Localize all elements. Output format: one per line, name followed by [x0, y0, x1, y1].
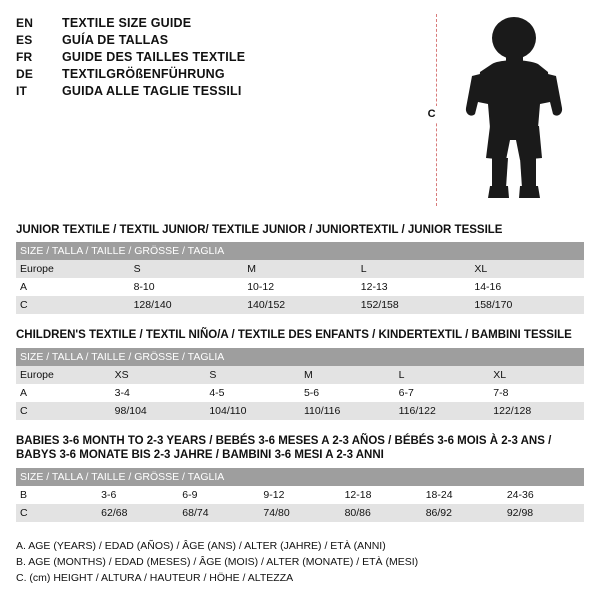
language-title: TEXTILGRÖßENFÜHRUNG: [62, 67, 225, 81]
cell: Europe: [16, 260, 130, 278]
cell: 98/104: [111, 402, 206, 420]
cell: 128/140: [130, 296, 244, 314]
table-row: [16, 366, 584, 384]
cell: 12-18: [341, 486, 422, 504]
cell: 122/128: [489, 402, 584, 420]
language-code: DE: [16, 67, 34, 81]
legend-line: C. (cm) HEIGHT / ALTURA / HAUTEUR / HÖHE / ALTEZZA: [16, 572, 294, 585]
table-row: [16, 402, 584, 420]
table-row: [16, 296, 584, 314]
language-title: GUIDA ALLE TAGLIE TESSILI: [62, 84, 242, 98]
cell: 110/116: [300, 402, 395, 420]
row-label: C: [16, 402, 111, 420]
language-code: IT: [16, 84, 28, 98]
language-row: [16, 67, 408, 81]
language-title: GUÍA DE TALLAS: [62, 33, 169, 47]
language-row: [16, 84, 408, 98]
cell: 10-12: [243, 278, 357, 296]
table-row: [16, 278, 584, 296]
table-row: [16, 384, 584, 402]
section-title: CHILDREN'S TEXTILE / TEXTIL NIÑO/A / TEXTILE DES ENFANTS / KINDERTEXTIL / BAMBINI TESSILE: [16, 329, 572, 342]
cell: XL: [489, 366, 584, 384]
section-junior: [16, 223, 584, 314]
cell: 24-36: [503, 486, 584, 504]
cell: 158/170: [470, 296, 584, 314]
table-header-label: SIZE / TALLA / TAILLE / GRÖSSE / TAGLIA: [16, 242, 584, 260]
cell: Europe: [16, 366, 111, 384]
language-title-list: [16, 14, 408, 101]
height-measure-label: C: [427, 108, 436, 120]
cell: 7-8: [489, 384, 584, 402]
cell: 4-5: [205, 384, 300, 402]
size-table-junior: [16, 242, 584, 314]
cell: 3-4: [111, 384, 206, 402]
cell: 14-16: [470, 278, 584, 296]
cell: 62/68: [97, 504, 178, 522]
language-row: [16, 33, 408, 47]
cell: 116/122: [395, 402, 490, 420]
table-row: [16, 504, 584, 522]
size-table-children: [16, 348, 584, 420]
cell: XS: [111, 366, 206, 384]
table-header-row: [16, 348, 584, 366]
section-babies: [16, 434, 584, 522]
legend-line: B. AGE (MONTHS) / EDAD (MESES) / ÂGE (MOIS) / ALTER (MONATE) / ETÀ (MESI): [16, 555, 419, 568]
cell: 74/80: [259, 504, 340, 522]
cell: S: [130, 260, 244, 278]
language-code: EN: [16, 16, 34, 30]
language-title: TEXTILE SIZE GUIDE: [62, 16, 192, 30]
size-table-babies: [16, 468, 584, 522]
table-header-row: [16, 242, 584, 260]
cell: L: [395, 366, 490, 384]
legend-line: A. AGE (YEARS) / EDAD (AÑOS) / ÂGE (ANS) / ALTER (JAHRE) / ETÀ (ANNI): [16, 539, 386, 552]
cell: 86/92: [422, 504, 503, 522]
cell: 12-13: [357, 278, 471, 296]
language-code: FR: [16, 50, 33, 64]
cell: XL: [470, 260, 584, 278]
cell: S: [205, 366, 300, 384]
cell: 68/74: [178, 504, 259, 522]
cell: 80/86: [341, 504, 422, 522]
cell: L: [357, 260, 471, 278]
cell: 6-9: [178, 486, 259, 504]
header: [16, 14, 584, 209]
row-label: A: [16, 278, 130, 296]
section-title: JUNIOR TEXTILE / TEXTIL JUNIOR/ TEXTILE JUNIOR / JUNIORTEXTIL / JUNIOR TESSILE: [16, 224, 503, 236]
cell: 8-10: [130, 278, 244, 296]
table-row: [16, 260, 584, 278]
table-header-label: SIZE / TALLA / TAILLE / GRÖSSE / TAGLIA: [16, 468, 584, 486]
cell: 6-7: [395, 384, 490, 402]
table-row: [16, 486, 584, 504]
language-title: GUIDE DES TAILLES TEXTILE: [62, 50, 246, 64]
language-row: [16, 16, 408, 30]
cell: 3-6: [97, 486, 178, 504]
section-title: BABIES 3-6 MONTH TO 2-3 YEARS / BEBÉS 3-6 MESES A 2-3 AÑOS / BÉBÉS 3-6 MOIS À 2-3 ANS / BABYS 3-6 MONATE BIS 2-3 JAHRE / BAMBINI 3-6 MESI A 2-3 ANNI: [16, 434, 552, 462]
row-label: C: [16, 296, 130, 314]
cell: M: [300, 366, 395, 384]
cell: 18-24: [422, 486, 503, 504]
legend: [16, 538, 584, 587]
table-header-label: SIZE / TALLA / TAILLE / GRÖSSE / TAGLIA: [16, 348, 584, 366]
cell: 152/158: [357, 296, 471, 314]
cell: M: [243, 260, 357, 278]
cell: 9-12: [259, 486, 340, 504]
row-label: A: [16, 384, 111, 402]
language-code: ES: [16, 33, 33, 47]
measurement-figure: [418, 14, 584, 209]
row-label: B: [16, 486, 97, 504]
child-silhouette-icon: [452, 16, 572, 206]
section-children: [16, 328, 584, 419]
cell: 104/110: [205, 402, 300, 420]
cell: 5-6: [300, 384, 395, 402]
language-row: [16, 50, 408, 64]
table-header-row: [16, 468, 584, 486]
cell: 92/98: [503, 504, 584, 522]
cell: 140/152: [243, 296, 357, 314]
row-label: C: [16, 504, 97, 522]
